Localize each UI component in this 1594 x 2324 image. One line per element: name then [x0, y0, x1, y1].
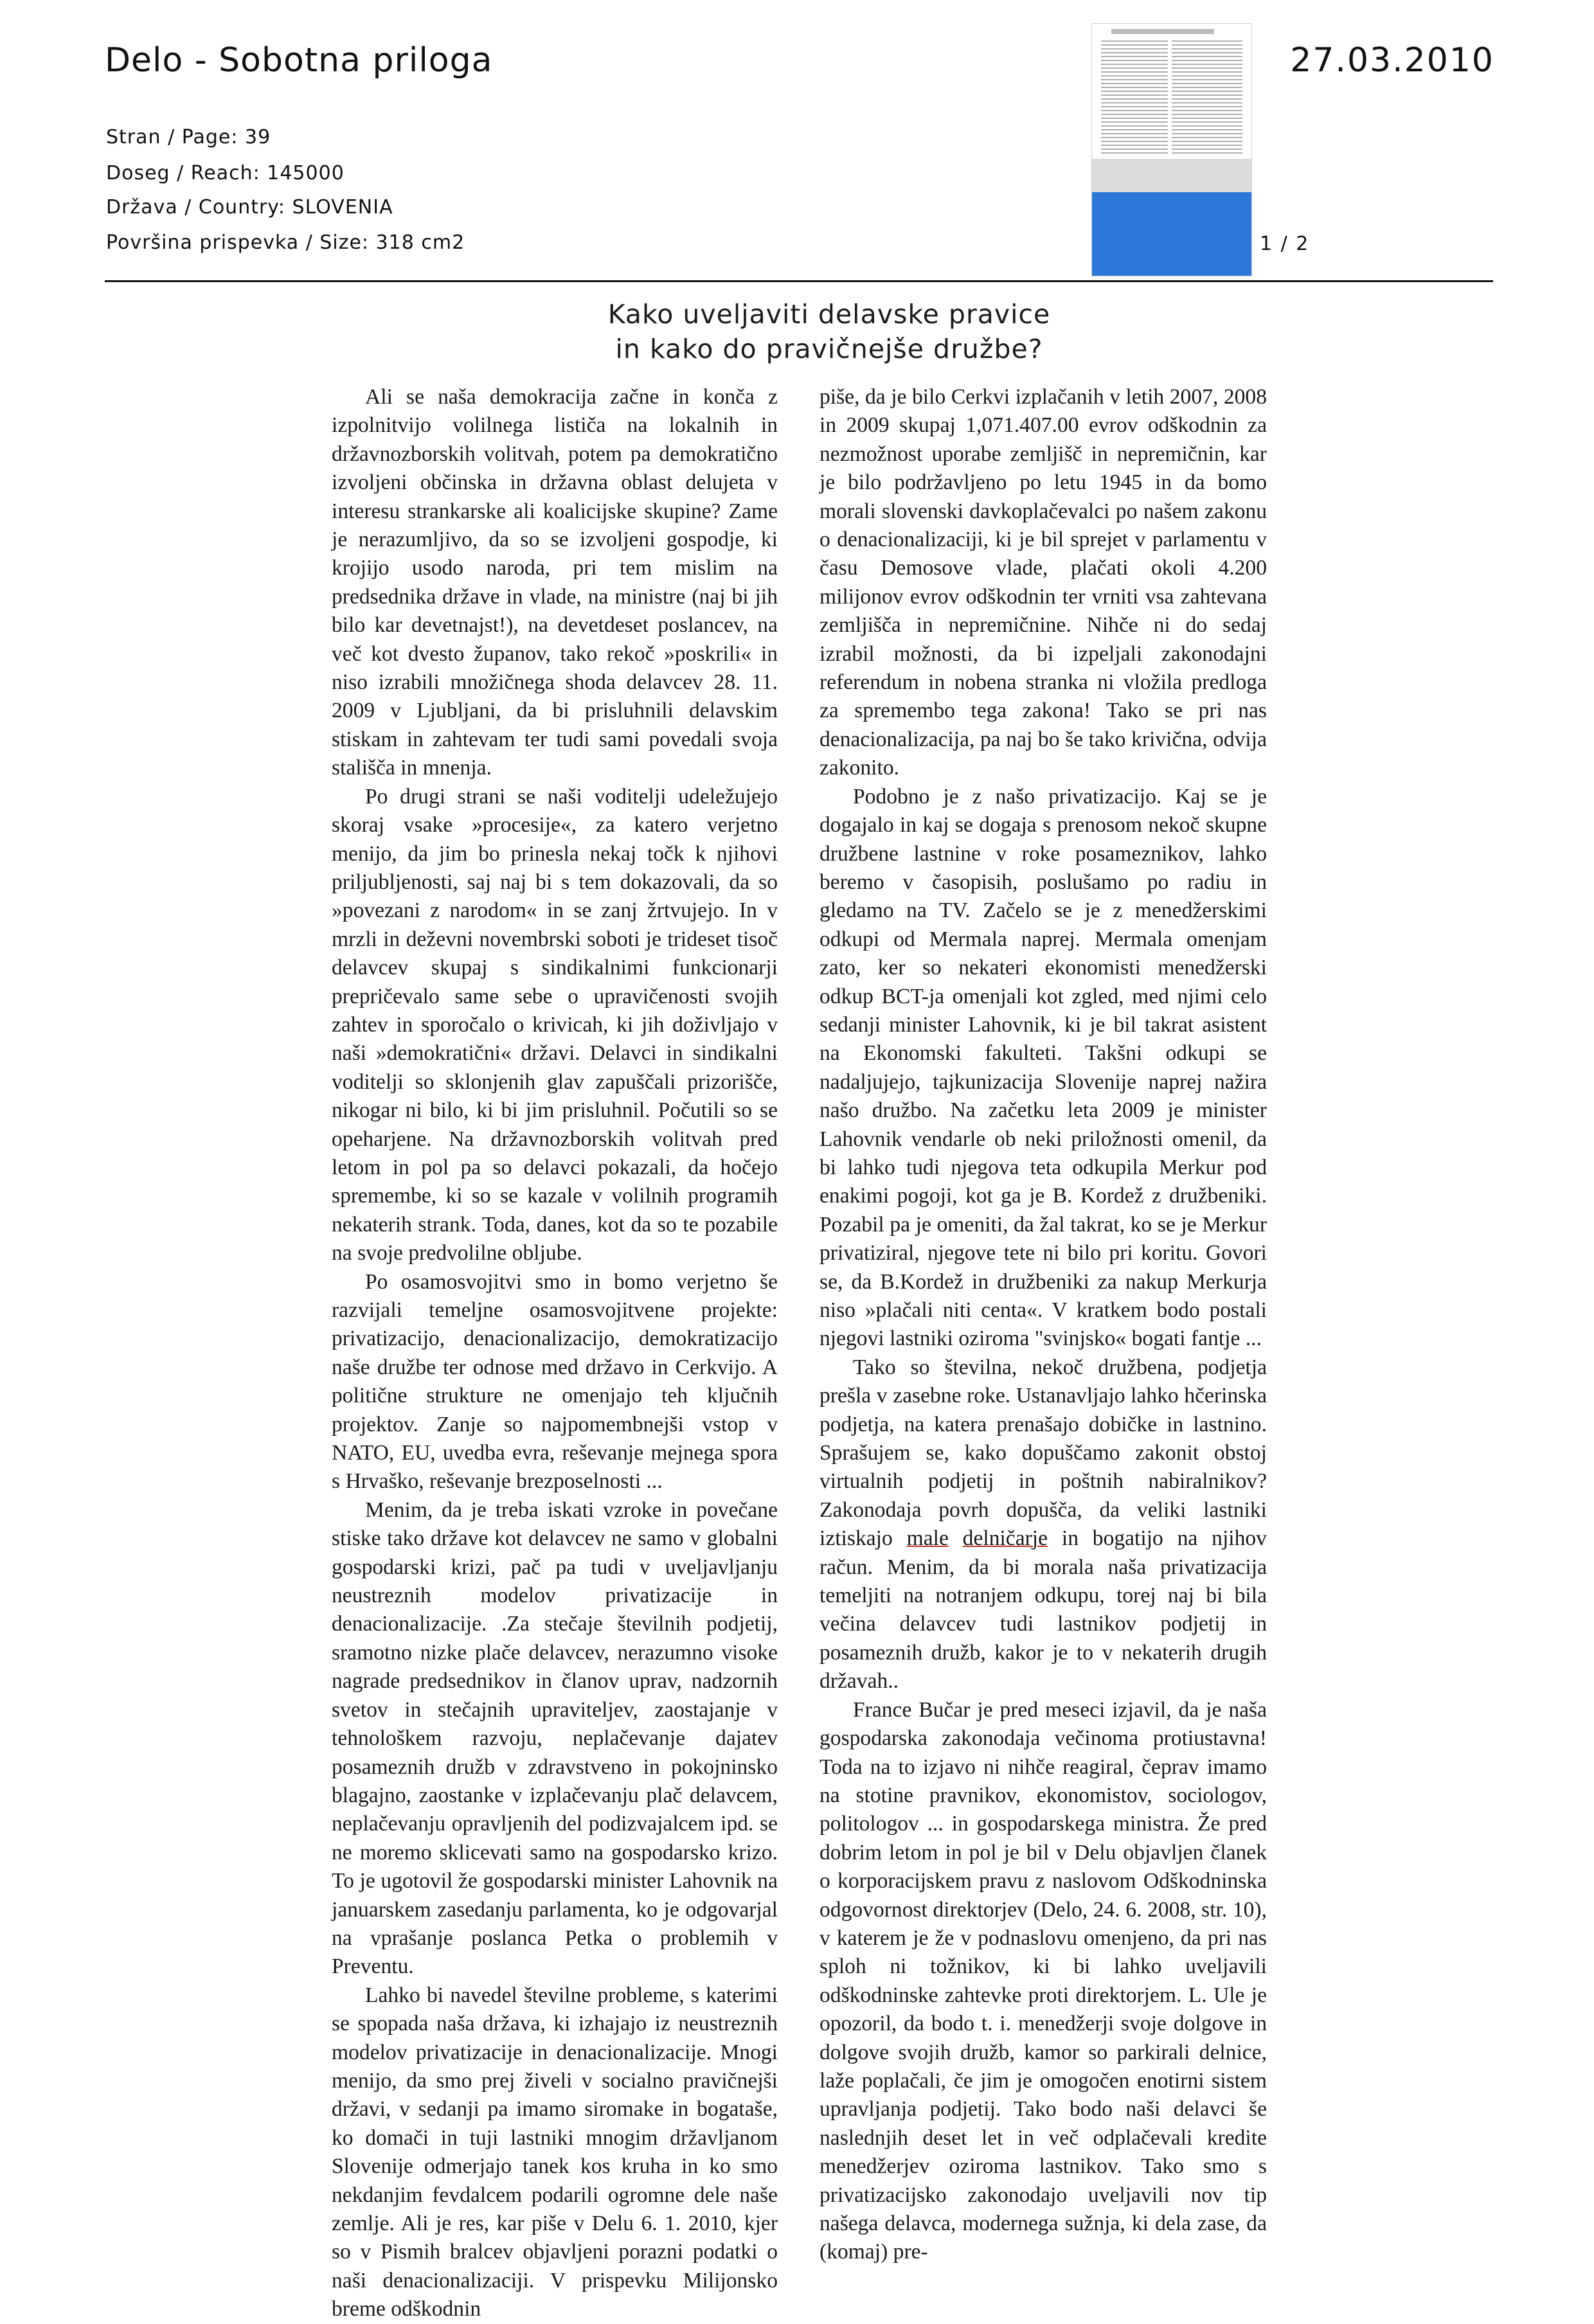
- paragraph: Menim, da je treba iskati vzroke in povečane stiske tako države kot delavcev ne samo v globalni gospodarski krizi, pač pa tudi v uveljavljanju neustreznih modelov privatizacije in denacionalizacije. .Za stečaje številnih podjetij, sramotno nizke plače delavcev, nerazumno visoke nagrade predsednikov in članov uprav, nadzornih svetov in stečajnih upraviteljev, zaostajanje v tehnološkem razvoju, neplačevanje dajatev posameznih družb v zdravstveno in pokojninsko blagajno, zaostanke v izplačevanju plač delavcem, neplačevanju opravljenih del podizvajalcem ipd. se ne moremo sklicevati samo na gospodarsko krizo. To je ugotovil že gospodarski minister Lahovnik na januarskem zasedanju parlamenta, ko je odgovarjal na vprašanje poslanca Petka o problemih v Preventu.: [332, 1497, 778, 1979]
- paragraph: France Bučar je pred meseci izjavil, da je naša gospodarska zakonodaja večinoma protiustavna! Toda na to izjavo ni nihče reagiral, čeprav imamo na stotine pravnikov, ekonomistov, sociologov, politologov ... in gospodarskega ministra. Že pred dobrim letom in pol je bil v Delu objavljen članek o korporacijskem pravu z naslovom Odškodninska odgovornost direktorjev (Delo, 24. 6. 2008, str. 10), v katerem je že v podnaslovu omenjeno, da pri nas sploh ni tožnikov, ki bi lahko uveljavili odškodninske zahtevke proti direktorjem. L. Ule je opozoril, da bodo t. i. menedžerji svoje dolgove in dolgove svojih družb, kamor so parkirali delnice, laže poplačali, če jim je omogočen enotirni sistem upravljanja podjetij. Tako bodo naši delavci še naslednjih deset let in več odplačevali kredite menedžerjev oziroma lastnikov. Tako smo s privatizacijsko zakonodajo uveljavili nov tip našega delavca, modernega sužnja, ki dela zase, da (komaj) pre-: [819, 1697, 1267, 2264]
- paragraph-text: Tako so številna, nekoč družbena, podjetja prešla v zasebne roke. Ustanavljajo lahko hčerinska podjetja, na katera prenašajo dobičke in lastnino. Sprašujem se, kako dopuščamo zakonit obstoj virtualnih podjetij in poštnih nabiralnikov? Zakonodaja povrh dopušča, da veliki lastniki iztiskajo: [819, 1355, 1267, 1551]
- country-info: Država / Country: SLOVENIA: [106, 196, 393, 219]
- headline-line-1: Kako uveljaviti delavske pravice: [607, 299, 1051, 330]
- article-column-left: [332, 383, 778, 2324]
- paragraph-continuation: piše, da je bilo Cerkvi izplačanih v letih 2007, 2008 in 2009 skupaj 1,071.407.00 evrov odškodnin za nezmožnost uporabe zemljišč in nepremičnin, kar je bilo podržavljeno po letu 1945 in da bomo morali slovenski davkoplačevalci po našem zakonu o denacionalizaciji, ki je bil sprejet v parlamentu v času Demosove vlade, plačati okoli 4.200 milijonov evrov odškodnin ter vrniti vsa zahtevana zemljišča in nepremičnine. Nihče ni do sedaj izrabil možnosti, da bi izpeljali zakonodajni referendum in nobena stranka ni vložila predloga za spremembo tega zakona! Tako se pri nas denacionalizacija, pa naj bo še tako krivična, odvija zakonito.: [819, 385, 1267, 780]
- publication-date: 27.03.2010: [1290, 41, 1494, 80]
- page-thumbnail: [1091, 23, 1252, 276]
- thumbnail-header: [1111, 29, 1214, 34]
- headline-line-2: in kako do pravičnejše družbe?: [615, 334, 1043, 364]
- underlined-word: delničarje: [962, 1526, 1048, 1551]
- paragraph: Ali se naša demokracija začne in konča z izpolnitvijo volilnega lističa na lokalnih in državnozborskih volitvah, potem pa demokratično izvoljeni občinska in državna oblast delujeta v interesu strankarske ali koalicijske skupine? Zame je nerazumljivo, da so se izvoljeni gospodje, ki krojijo usodo naroda, pri tem mislim na predsednika države in vlade, na ministre (naj bi jih bilo kar devetnajst!), na devetdeset poslancev, na več kot dvesto županov, tako rekoč »poskrili« in niso izrabili množičnega shoda delavcev 28. 11. 2009 v Ljubljani, da bi prisluhnili delavskim stiskam in zahtevam ter tudi sami povedali svoja stališča in mnenja.: [332, 385, 778, 780]
- page-number: Stran / Page: 39: [106, 126, 271, 148]
- reach-info: Doseg / Reach: 145000: [106, 162, 345, 184]
- size-info: Površina prispevka / Size: 318 cm2: [106, 231, 465, 254]
- thumbnail-gutter: [1168, 40, 1172, 156]
- page-count: 1 / 2: [1260, 233, 1310, 255]
- article-column-right: [819, 383, 1267, 2267]
- paragraph: [819, 1354, 1267, 1696]
- thumbnail-highlight-block: [1092, 192, 1251, 276]
- paragraph: Lahko bi navedel številne probleme, s katerimi se spopada naša država, ki izhajajo iz neustreznih modelov privatizacije in denacionalizacije. Mnogi menijo, da smo prej živeli v socialno pravičnejši državi, v sedanji pa imamo siromake in bogataše, ko domači in tuji lastniki mnogim državljanom Slovenije odmerjajo tanek kos kruha in ko smo nekdanjim fevdalcem podarili ogromne dele naše zemlje. Ali je res, kar piše v Delu 6. 1. 2010, kjer so v Pismih bralcev objavljeni porazni podatki o naši denacionalizaciji. V prispevku Milijonsko breme odškodnin: [332, 1983, 778, 2321]
- thumbnail-gray-area: [1092, 159, 1251, 192]
- paragraph: Podobno je z našo privatizacijo. Kaj se je dogajalo in kaj se dogaja s prenosom nekoč skupne družbene lastnine v roke posameznikov, lahko beremo v časopisih, poslušamo po radiu in gledamo na TV. Začelo se je z menedžerskimi odkupi od Mermala naprej. Mermala omenjam zato, ker so nekateri ekonomisti menedžerski odkup BCT-ja omenjali kot zgled, med njimi celo sedanji minister Lahovnik, ki je bil takrat asistent na Ekonomski fakulteti. Takšni odkupi se nadaljujejo, tajkunizacija Slovenije naprej nažira našo družbo. Na začetku leta 2009 je minister Lahovnik vendarle ob neki priložnosti omenil, da bi lahko tudi njegova teta odkupila Merkur pod enakimi pogoji, kot ga je B. Kordež z družbeniki. Pozabil pa je omeniti, da žal takrat, ko se je Merkur privatiziral, njegove tete ni bilo pri koritu. Govori se, da B.Kordež in družbeniki za nakup Merkurja niso »plačali niti centa«. V kratkem bodo postali njegovi lastniki oziroma "svinjsko« bogati fantje ...: [819, 784, 1267, 1351]
- publication-title: Delo - Sobotna priloga: [105, 41, 493, 80]
- paragraph: Po drugi strani se naši voditelji udeležujejo skoraj vsake »procesije«, za katero verjetno menijo, da jim bo prinesla nekaj točk k njihovi priljubljenosti, saj naj bi s tem dokazovali, da so »povezani z narodom« in se zanj žrtvujejo. In v mrzli in deževni novembrski soboti je trideset tisoč delavcev skupaj s sindikalnimi funkcionarji prepričevalo same sebe o upravičenosti svojih zahtev in sporočalo o krivicah, ki jih doživljajo v naši »demokratični« državi. Delavci in sindikalni voditelji so sklonjenih glav zapuščali prizorišče, nikogar ni bilo, ki bi jim prisluhnil. Počutili so se opeharjene. Na državnozborskih volitvah pred letom in pol pa so delavci pokazali, da hočejo spremembe, ki so se kazale v volilnih programih nekaterih strank. Toda, danes, kot da so te pozabile na svoje predvolilne obljube.: [332, 784, 778, 1265]
- thumbnail-text-lines: [1101, 40, 1242, 156]
- paragraph-text: in bogatijo na njihov račun. Menim, da bi morala naša privatizacija temeljiti na notranjem odkupu, torej naj bi bila večina delavcev tudi lastnikov podjetij in posameznih družb, kakor je to v nekaterih drugih državah..: [819, 1526, 1267, 1694]
- article-headline: [540, 297, 1118, 366]
- paragraph: Po osamosvojitvi smo in bomo verjetno še razvijali temeljne osamosvojitvene projekte: privatizacijo, denacionalizacijo, demokratizacijo naše družbe ter odnose med državo in Cerkvijo. A politične strukture ne omenjajo teh ključnih projektov. Zanje so najpomembnejši vstop v NATO, EU, uvedba evra, reševanje mejnega spora s Hrvaško, reševanje brezposelnosti ...: [332, 1269, 778, 1494]
- underlined-word: male: [906, 1526, 949, 1551]
- header-divider: [105, 280, 1493, 282]
